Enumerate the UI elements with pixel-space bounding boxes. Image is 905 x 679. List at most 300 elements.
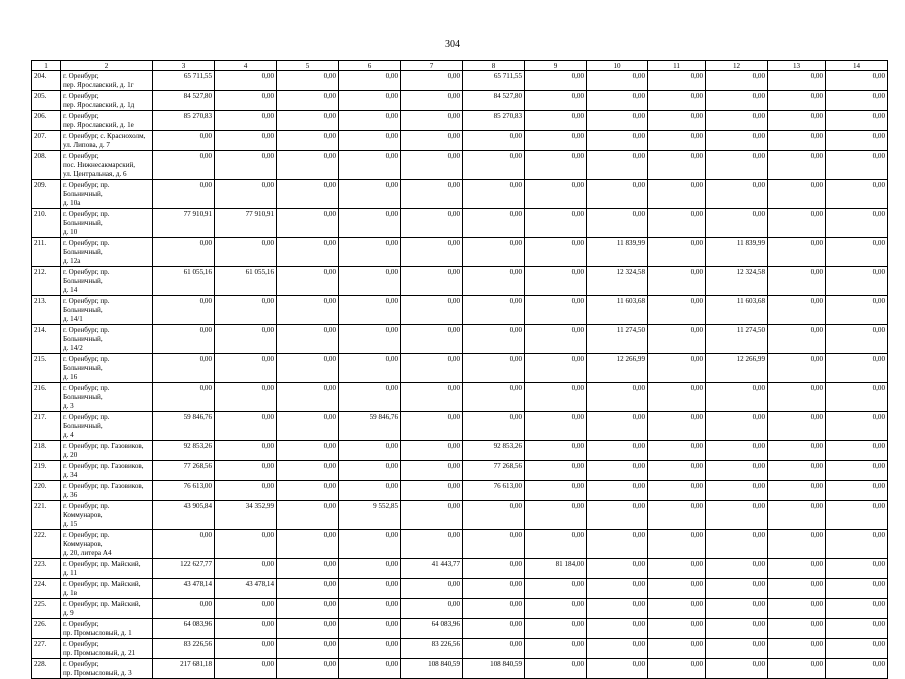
address-line: ул. Липова, д. 7 [63, 141, 110, 149]
amount-cell-col-4: 0,00 [215, 91, 277, 111]
address-line: г. Оренбург, пр. Больничный, [63, 268, 110, 285]
address-cell [61, 180, 153, 209]
table-row [32, 441, 888, 461]
amount-cell-col-5: 0,00 [277, 501, 339, 530]
amount-cell-col-5: 0,00 [277, 461, 339, 481]
amount-cell-col-10: 11 274,50 [587, 325, 648, 354]
amount-cell-col-11: 0,00 [648, 151, 706, 180]
table-row [32, 111, 888, 131]
amount-cell-col-10: 0,00 [587, 209, 648, 238]
address-line: г. Оренбург, пр. Больничный, [63, 326, 110, 343]
amount-cell-col-6: 0,00 [339, 209, 401, 238]
amount-cell-col-5: 0,00 [277, 209, 339, 238]
row-number-cell: 209. [32, 180, 61, 209]
amount-cell-col-13: 0,00 [768, 151, 826, 180]
address-line: г. Оренбург, пр. Газовиков, [63, 482, 144, 490]
column-number-cell: 14 [826, 61, 888, 71]
amount-cell-col-4: 34 352,99 [215, 501, 277, 530]
amount-cell-col-7: 0,00 [401, 209, 463, 238]
amount-cell-col-4: 0,00 [215, 180, 277, 209]
amount-cell-col-4: 0,00 [215, 659, 277, 679]
row-number-cell: 227. [32, 639, 61, 659]
row-number-cell: 206. [32, 111, 61, 131]
amount-cell-col-14: 0,00 [826, 599, 888, 619]
amount-cell-col-13: 0,00 [768, 325, 826, 354]
column-number-cell: 4 [215, 61, 277, 71]
amount-cell-col-14: 0,00 [826, 619, 888, 639]
amount-cell-col-14: 0,00 [826, 659, 888, 679]
amount-cell-col-4: 77 910,91 [215, 209, 277, 238]
table-row [32, 412, 888, 441]
amount-cell-col-12: 0,00 [706, 530, 768, 559]
address-line: г. Оренбург, [63, 152, 99, 160]
amount-cell-col-7: 0,00 [401, 441, 463, 461]
amount-cell-col-10: 0,00 [587, 180, 648, 209]
amount-cell-col-8: 0,00 [463, 383, 525, 412]
amount-cell-col-9: 0,00 [525, 354, 587, 383]
amount-cell-col-3: 85 270,83 [153, 111, 215, 131]
amount-cell-col-14: 0,00 [826, 530, 888, 559]
table-row [32, 599, 888, 619]
table-row [32, 501, 888, 530]
column-number-cell: 2 [61, 61, 153, 71]
amount-cell-col-10: 0,00 [587, 559, 648, 579]
amount-cell-col-11: 0,00 [648, 131, 706, 151]
amount-cell-col-8: 65 711,55 [463, 71, 525, 91]
address-cell [61, 383, 153, 412]
amount-cell-col-9: 0,00 [525, 238, 587, 267]
amount-cell-col-9: 0,00 [525, 530, 587, 559]
amount-cell-col-3: 0,00 [153, 530, 215, 559]
amount-cell-col-10: 0,00 [587, 530, 648, 559]
row-number-cell: 226. [32, 619, 61, 639]
amount-cell-col-13: 0,00 [768, 559, 826, 579]
amount-cell-col-13: 0,00 [768, 267, 826, 296]
amount-cell-col-6: 0,00 [339, 325, 401, 354]
amount-cell-col-12: 0,00 [706, 111, 768, 131]
amount-cell-col-8: 0,00 [463, 131, 525, 151]
amount-cell-col-5: 0,00 [277, 296, 339, 325]
amount-cell-col-4: 0,00 [215, 111, 277, 131]
address-line: г. Оренбург, [63, 620, 99, 628]
amount-cell-col-3: 0,00 [153, 383, 215, 412]
amount-cell-col-8: 0,00 [463, 599, 525, 619]
amount-cell-col-3: 64 083,96 [153, 619, 215, 639]
column-number-cell: 3 [153, 61, 215, 71]
amount-cell-col-7: 0,00 [401, 354, 463, 383]
amount-cell-col-10: 12 266,99 [587, 354, 648, 383]
amount-cell-col-6: 0,00 [339, 481, 401, 501]
amount-cell-col-10: 11 839,99 [587, 238, 648, 267]
amount-cell-col-11: 0,00 [648, 111, 706, 131]
address-line: г. Оренбург, пр. Газовиков, [63, 462, 144, 470]
table-row [32, 209, 888, 238]
table-row [32, 354, 888, 383]
row-number-cell: 228. [32, 659, 61, 679]
address-line: д. 16 [63, 373, 78, 381]
amount-cell-col-3: 0,00 [153, 131, 215, 151]
amount-cell-col-5: 0,00 [277, 441, 339, 461]
amount-cell-col-8: 85 270,83 [463, 111, 525, 131]
amount-cell-col-11: 0,00 [648, 412, 706, 441]
address-line: г. Оренбург, [63, 92, 99, 100]
amount-cell-col-4: 0,00 [215, 238, 277, 267]
amount-cell-col-9: 0,00 [525, 619, 587, 639]
amount-cell-col-7: 0,00 [401, 131, 463, 151]
amount-cell-col-5: 0,00 [277, 639, 339, 659]
amount-cell-col-10: 0,00 [587, 619, 648, 639]
amount-cell-col-7: 0,00 [401, 151, 463, 180]
column-number-cell: 9 [525, 61, 587, 71]
amount-cell-col-3: 84 527,80 [153, 91, 215, 111]
amount-cell-col-14: 0,00 [826, 111, 888, 131]
amount-cell-col-7: 41 443,77 [401, 559, 463, 579]
amount-cell-col-8: 108 840,59 [463, 659, 525, 679]
amount-cell-col-9: 0,00 [525, 209, 587, 238]
amount-cell-col-9: 0,00 [525, 71, 587, 91]
amount-cell-col-10: 0,00 [587, 412, 648, 441]
amount-cell-col-9: 0,00 [525, 481, 587, 501]
amount-cell-col-13: 0,00 [768, 111, 826, 131]
amount-cell-col-9: 0,00 [525, 659, 587, 679]
amount-cell-col-6: 0,00 [339, 599, 401, 619]
amount-cell-col-8: 84 527,80 [463, 91, 525, 111]
amount-cell-col-5: 0,00 [277, 180, 339, 209]
amount-cell-col-3: 61 055,16 [153, 267, 215, 296]
amount-cell-col-8: 0,00 [463, 619, 525, 639]
table-row [32, 131, 888, 151]
amount-cell-col-4: 0,00 [215, 383, 277, 412]
address-line: д. 11 [63, 569, 77, 577]
amount-cell-col-8: 0,00 [463, 639, 525, 659]
address-cell [61, 659, 153, 679]
table-body [32, 71, 888, 679]
address-line: д. 20 [63, 451, 78, 459]
amount-cell-col-3: 0,00 [153, 296, 215, 325]
table-row [32, 325, 888, 354]
amount-cell-col-6: 0,00 [339, 71, 401, 91]
address-cell [61, 461, 153, 481]
amount-cell-col-5: 0,00 [277, 412, 339, 441]
amount-cell-col-9: 0,00 [525, 151, 587, 180]
amount-cell-col-6: 0,00 [339, 530, 401, 559]
amount-cell-col-11: 0,00 [648, 659, 706, 679]
amount-cell-col-14: 0,00 [826, 71, 888, 91]
amount-cell-col-4: 0,00 [215, 296, 277, 325]
amount-cell-col-11: 0,00 [648, 209, 706, 238]
amount-cell-col-4: 0,00 [215, 131, 277, 151]
row-number-cell: 220. [32, 481, 61, 501]
table-row [32, 619, 888, 639]
table-row [32, 267, 888, 296]
amount-cell-col-14: 0,00 [826, 325, 888, 354]
amount-cell-col-14: 0,00 [826, 151, 888, 180]
amount-cell-col-13: 0,00 [768, 354, 826, 383]
address-line: г. Оренбург, [63, 640, 99, 648]
amount-cell-col-5: 0,00 [277, 111, 339, 131]
address-line: д. 10 [63, 228, 78, 236]
amount-cell-col-7: 0,00 [401, 267, 463, 296]
amount-cell-col-12: 12 266,99 [706, 354, 768, 383]
amount-cell-col-7: 0,00 [401, 599, 463, 619]
amount-cell-col-5: 0,00 [277, 325, 339, 354]
amount-cell-col-12: 11 603,68 [706, 296, 768, 325]
amount-cell-col-5: 0,00 [277, 71, 339, 91]
amount-cell-col-4: 0,00 [215, 639, 277, 659]
amount-cell-col-10: 0,00 [587, 659, 648, 679]
amount-cell-col-6: 0,00 [339, 579, 401, 599]
column-number-row [32, 61, 888, 71]
amount-cell-col-9: 0,00 [525, 441, 587, 461]
amount-cell-col-13: 0,00 [768, 461, 826, 481]
address-line: г. Оренбург, пр. Коммунаров, [63, 531, 110, 548]
address-cell [61, 296, 153, 325]
address-line: пр. Промысловый, д. 1 [63, 629, 132, 637]
amount-cell-col-6: 0,00 [339, 238, 401, 267]
amount-cell-col-10: 0,00 [587, 131, 648, 151]
amount-cell-col-6: 0,00 [339, 659, 401, 679]
amount-cell-col-10: 0,00 [587, 639, 648, 659]
amount-cell-col-4: 0,00 [215, 599, 277, 619]
address-line: пр. Промысловый, д. 21 [63, 649, 136, 657]
amount-cell-col-9: 0,00 [525, 383, 587, 412]
amount-cell-col-12: 0,00 [706, 481, 768, 501]
amount-cell-col-13: 0,00 [768, 209, 826, 238]
amount-cell-col-7: 0,00 [401, 111, 463, 131]
amount-cell-col-3: 92 853,26 [153, 441, 215, 461]
address-line: г. Оренбург, пр. Майский, [63, 580, 141, 588]
row-number-cell: 211. [32, 238, 61, 267]
amount-cell-col-12: 12 324,58 [706, 267, 768, 296]
row-number-cell: 207. [32, 131, 61, 151]
address-cell [61, 354, 153, 383]
amount-cell-col-12: 0,00 [706, 71, 768, 91]
address-line: д. 9 [63, 609, 74, 617]
amount-cell-col-11: 0,00 [648, 481, 706, 501]
column-number-cell: 11 [648, 61, 706, 71]
amount-cell-col-9: 0,00 [525, 111, 587, 131]
amount-cell-col-9: 0,00 [525, 267, 587, 296]
amount-cell-col-11: 0,00 [648, 238, 706, 267]
row-number-cell: 213. [32, 296, 61, 325]
amount-cell-col-6: 59 846,76 [339, 412, 401, 441]
address-cell [61, 325, 153, 354]
amount-cell-col-8: 0,00 [463, 559, 525, 579]
amount-cell-col-7: 0,00 [401, 180, 463, 209]
amount-cell-col-8: 0,00 [463, 579, 525, 599]
amount-cell-col-3: 77 268,56 [153, 461, 215, 481]
address-line: д. 14 [63, 286, 78, 294]
amount-cell-col-8: 0,00 [463, 501, 525, 530]
amount-cell-col-13: 0,00 [768, 383, 826, 412]
amount-cell-col-5: 0,00 [277, 383, 339, 412]
address-cell [61, 559, 153, 579]
amount-cell-col-13: 0,00 [768, 180, 826, 209]
address-cell [61, 501, 153, 530]
address-line: г. Оренбург, с. Краснохолм, [63, 132, 146, 140]
amount-cell-col-13: 0,00 [768, 639, 826, 659]
address-line: д. 3 [63, 402, 74, 410]
amount-cell-col-8: 0,00 [463, 209, 525, 238]
amount-cell-col-6: 0,00 [339, 267, 401, 296]
amount-cell-col-13: 0,00 [768, 599, 826, 619]
amount-cell-col-6: 0,00 [339, 559, 401, 579]
amount-cell-col-3: 0,00 [153, 238, 215, 267]
address-cell [61, 579, 153, 599]
address-line: г. Оренбург, пр. Больничный, [63, 297, 110, 314]
table-row [32, 659, 888, 679]
address-line: пр. Промысловый, д. 3 [63, 669, 132, 677]
amount-cell-col-14: 0,00 [826, 481, 888, 501]
amount-cell-col-12: 0,00 [706, 559, 768, 579]
amount-cell-col-14: 0,00 [826, 501, 888, 530]
table-row [32, 151, 888, 180]
address-line: д. 4 [63, 431, 74, 439]
amount-cell-col-11: 0,00 [648, 501, 706, 530]
column-number-cell: 7 [401, 61, 463, 71]
amount-cell-col-5: 0,00 [277, 599, 339, 619]
amount-cell-col-10: 12 324,58 [587, 267, 648, 296]
amount-cell-col-11: 0,00 [648, 530, 706, 559]
amount-cell-col-11: 0,00 [648, 325, 706, 354]
amount-cell-col-14: 0,00 [826, 238, 888, 267]
amount-cell-col-9: 0,00 [525, 325, 587, 354]
amount-cell-col-3: 0,00 [153, 354, 215, 383]
amount-cell-col-9: 0,00 [525, 296, 587, 325]
amount-cell-col-13: 0,00 [768, 441, 826, 461]
amount-cell-col-11: 0,00 [648, 91, 706, 111]
amount-cell-col-7: 0,00 [401, 412, 463, 441]
amount-cell-col-12: 11 274,50 [706, 325, 768, 354]
row-number-cell: 217. [32, 412, 61, 441]
amount-cell-col-13: 0,00 [768, 238, 826, 267]
address-line: д. 14/1 [63, 315, 83, 323]
address-line: д. 1в [63, 589, 78, 597]
amount-cell-col-8: 77 268,56 [463, 461, 525, 481]
address-cell [61, 151, 153, 180]
amount-cell-col-7: 0,00 [401, 325, 463, 354]
address-line: д. 34 [63, 471, 78, 479]
amount-cell-col-9: 0,00 [525, 91, 587, 111]
amount-cell-col-14: 0,00 [826, 412, 888, 441]
address-line: пос. Нижнесакмарский, [63, 161, 136, 169]
amount-cell-col-7: 0,00 [401, 481, 463, 501]
amount-cell-col-9: 0,00 [525, 461, 587, 481]
amount-cell-col-6: 0,00 [339, 296, 401, 325]
amount-cell-col-10: 0,00 [587, 151, 648, 180]
table-row [32, 530, 888, 559]
row-number-cell: 218. [32, 441, 61, 461]
amount-cell-col-5: 0,00 [277, 131, 339, 151]
address-cell [61, 267, 153, 296]
amount-cell-col-10: 0,00 [587, 71, 648, 91]
amount-cell-col-7: 64 083,96 [401, 619, 463, 639]
amount-cell-col-6: 0,00 [339, 180, 401, 209]
table-row [32, 180, 888, 209]
amount-cell-col-10: 0,00 [587, 579, 648, 599]
amount-cell-col-11: 0,00 [648, 461, 706, 481]
amount-cell-col-9: 0,00 [525, 599, 587, 619]
address-line: пер. Ярославский, д. 1д [63, 101, 135, 109]
table-row [32, 461, 888, 481]
amount-cell-col-12: 0,00 [706, 501, 768, 530]
address-line: г. Оренбург, пр. Газовиков, [63, 442, 144, 450]
amount-cell-col-13: 0,00 [768, 481, 826, 501]
amount-cell-col-7: 0,00 [401, 383, 463, 412]
amount-cell-col-5: 0,00 [277, 267, 339, 296]
amount-cell-col-12: 0,00 [706, 412, 768, 441]
amount-cell-col-5: 0,00 [277, 238, 339, 267]
row-number-cell: 205. [32, 91, 61, 111]
amount-cell-col-8: 0,00 [463, 530, 525, 559]
row-number-cell: 208. [32, 151, 61, 180]
amount-cell-col-3: 0,00 [153, 325, 215, 354]
address-line: г. Оренбург, пр. Больничный, [63, 355, 110, 372]
address-line: г. Оренбург, пр. Больничный, [63, 384, 110, 401]
amount-cell-col-3: 77 910,91 [153, 209, 215, 238]
amount-cell-col-6: 0,00 [339, 441, 401, 461]
column-number-cell: 8 [463, 61, 525, 71]
amount-cell-col-11: 0,00 [648, 559, 706, 579]
address-line: д. 12а [63, 257, 81, 265]
amount-cell-col-11: 0,00 [648, 354, 706, 383]
amount-cell-col-13: 0,00 [768, 71, 826, 91]
amount-cell-col-12: 0,00 [706, 383, 768, 412]
amount-cell-col-5: 0,00 [277, 579, 339, 599]
amount-cell-col-4: 0,00 [215, 481, 277, 501]
amount-cell-col-3: 43 478,14 [153, 579, 215, 599]
amount-cell-col-11: 0,00 [648, 599, 706, 619]
address-line: г. Оренбург, [63, 112, 99, 120]
amount-cell-col-7: 0,00 [401, 71, 463, 91]
amount-cell-col-6: 0,00 [339, 619, 401, 639]
address-cell [61, 131, 153, 151]
address-cell [61, 91, 153, 111]
amount-cell-col-11: 0,00 [648, 579, 706, 599]
amount-cell-col-13: 0,00 [768, 91, 826, 111]
address-cell [61, 599, 153, 619]
amount-cell-col-6: 0,00 [339, 131, 401, 151]
address-line: г. Оренбург, пр. Майский, [63, 560, 141, 568]
amount-cell-col-10: 0,00 [587, 441, 648, 461]
amount-cell-col-6: 0,00 [339, 151, 401, 180]
amount-cell-col-13: 0,00 [768, 619, 826, 639]
address-line: ул. Центральная, д. 6 [63, 170, 127, 178]
address-line: г. Оренбург, пр. Больничный, [63, 239, 110, 256]
amount-cell-col-6: 0,00 [339, 383, 401, 412]
row-number-cell: 224. [32, 579, 61, 599]
amount-cell-col-14: 0,00 [826, 131, 888, 151]
amount-cell-col-14: 0,00 [826, 461, 888, 481]
row-number-cell: 221. [32, 501, 61, 530]
address-line: д. 36 [63, 491, 78, 499]
amount-cell-col-3: 43 905,84 [153, 501, 215, 530]
amount-cell-col-3: 65 711,55 [153, 71, 215, 91]
address-line: д. 10а [63, 199, 81, 207]
address-cell [61, 412, 153, 441]
amount-cell-col-12: 0,00 [706, 619, 768, 639]
amount-cell-col-9: 0,00 [525, 131, 587, 151]
table-row [32, 579, 888, 599]
amount-cell-col-3: 122 627,77 [153, 559, 215, 579]
address-cell [61, 619, 153, 639]
amount-cell-col-3: 0,00 [153, 180, 215, 209]
amount-cell-col-8: 76 613,00 [463, 481, 525, 501]
amount-cell-col-9: 0,00 [525, 412, 587, 441]
amount-cell-col-7: 0,00 [401, 530, 463, 559]
column-number-cell: 12 [706, 61, 768, 71]
amount-cell-col-5: 0,00 [277, 619, 339, 639]
